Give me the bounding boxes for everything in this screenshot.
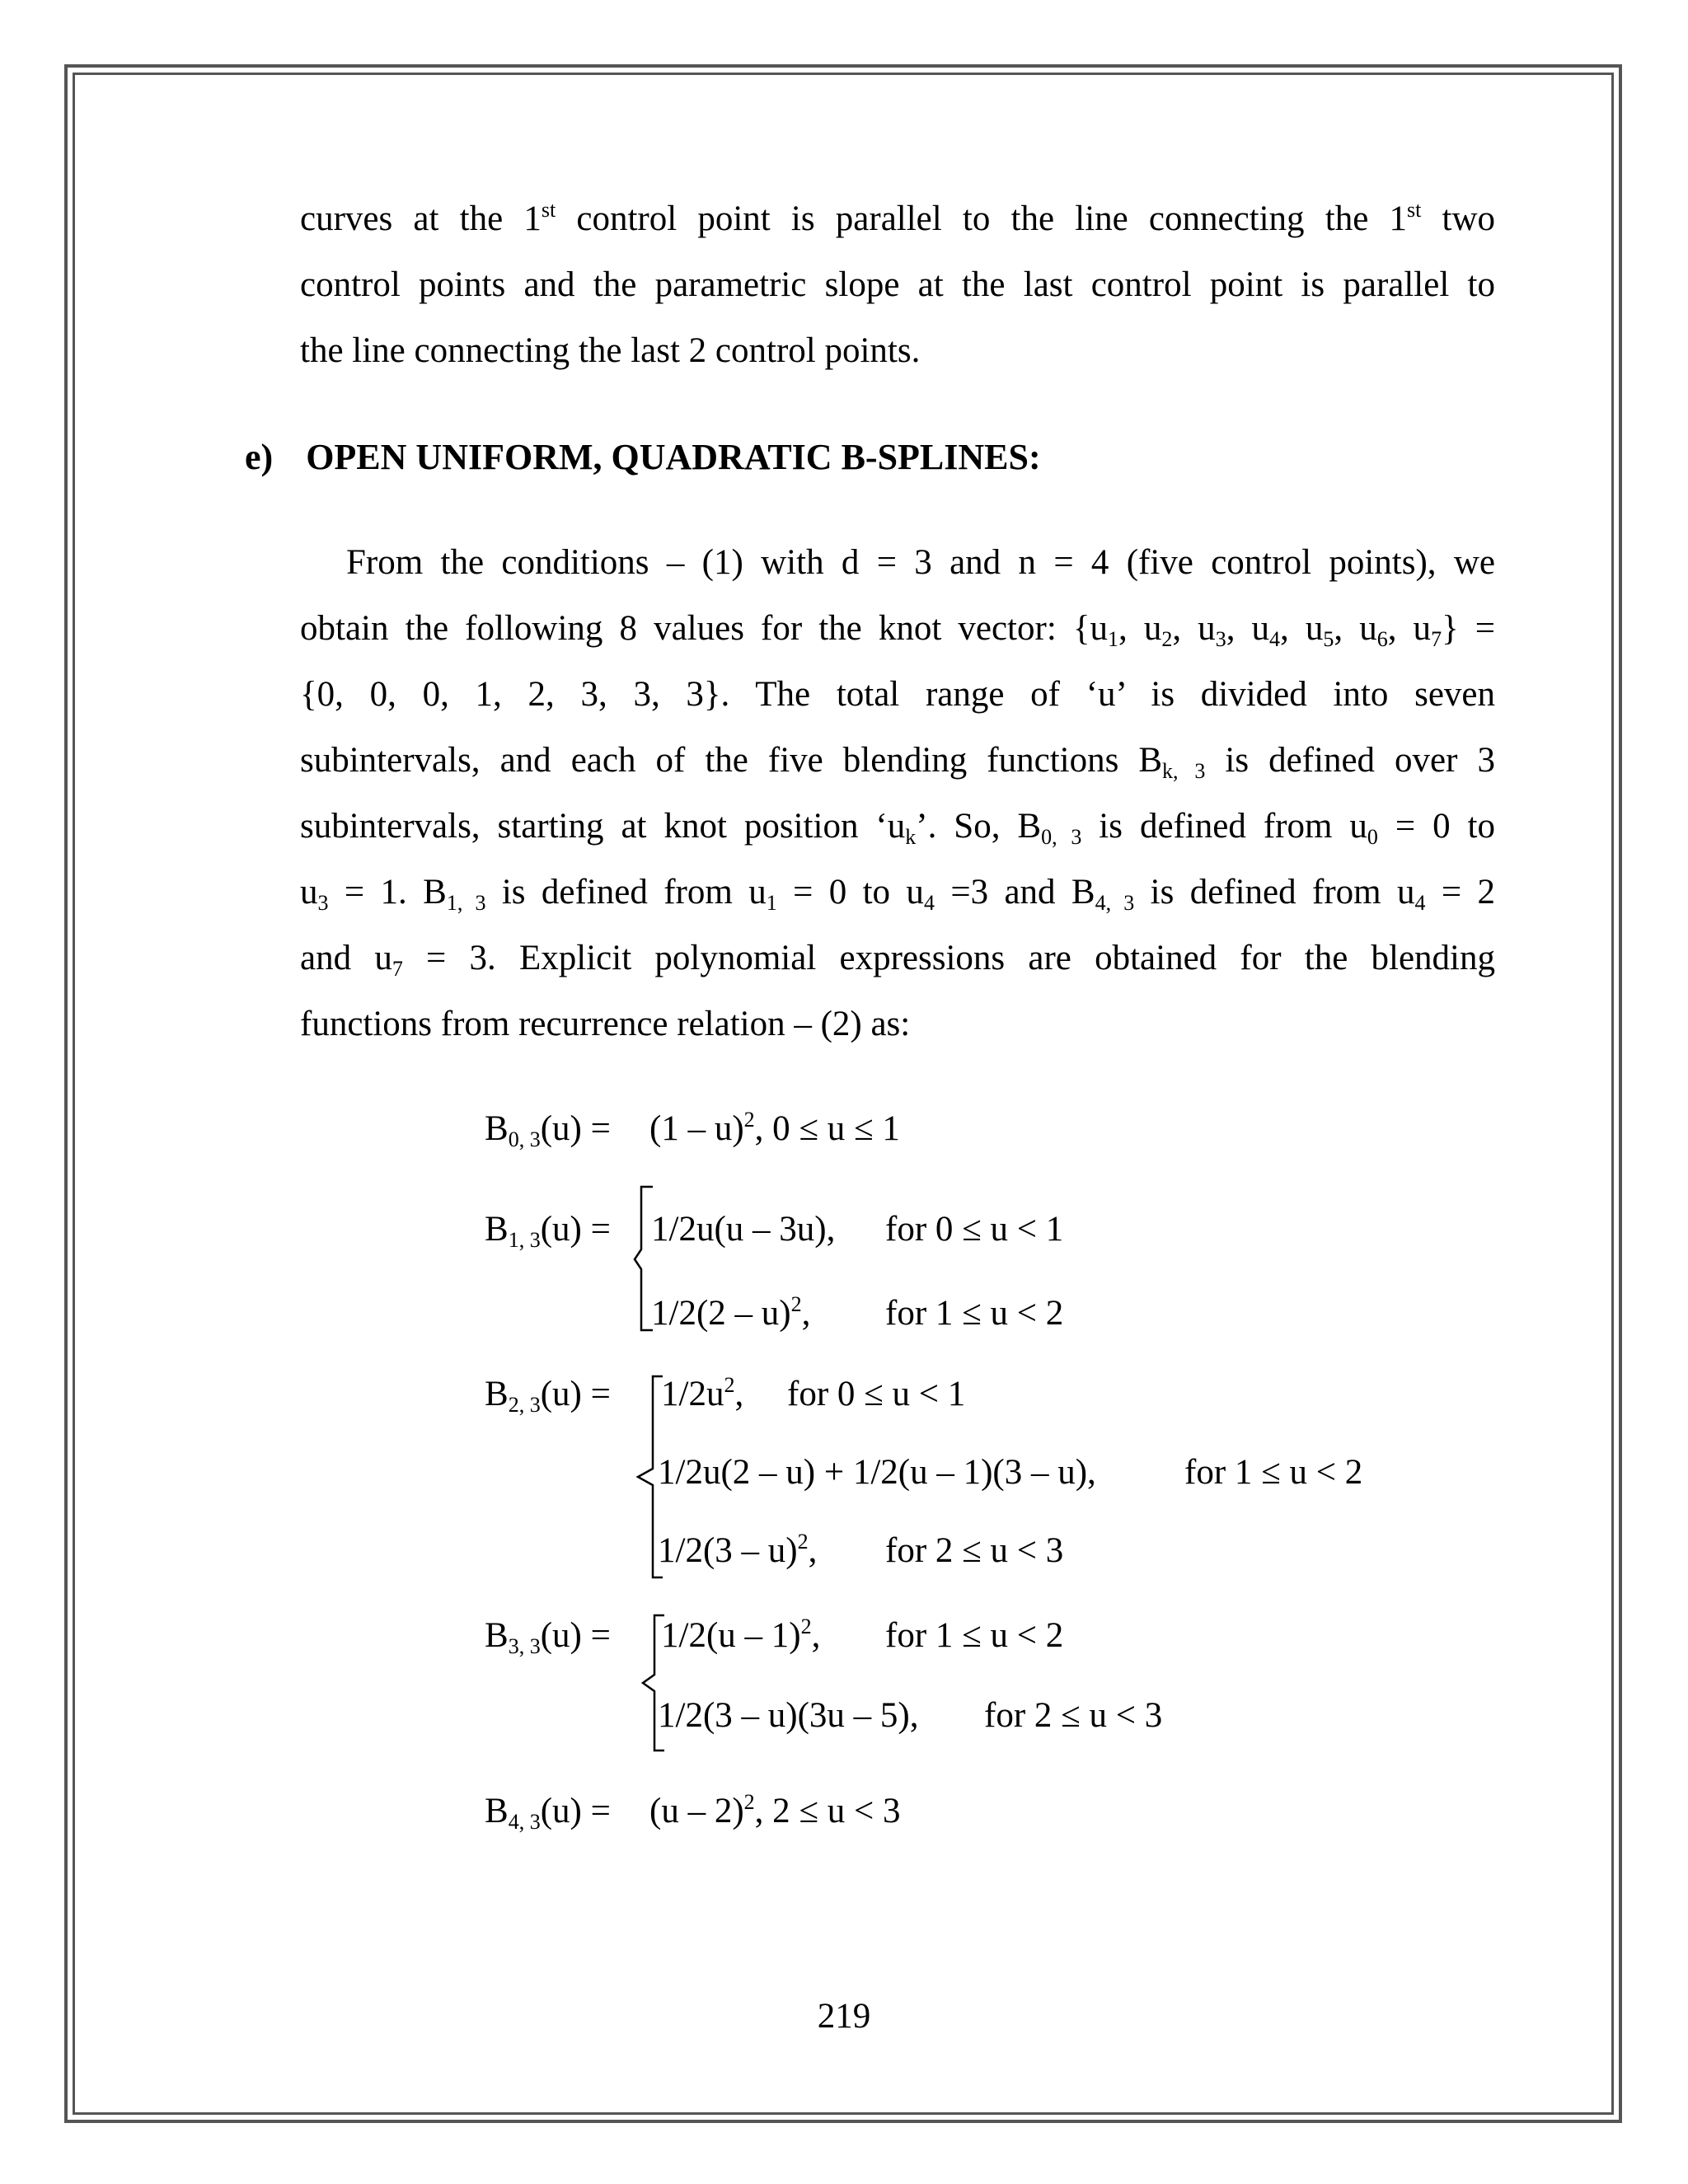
equation-b2-case-3: 1/2(3 – u)$^2$, (658, 1530, 818, 1570)
section-title: OPEN UNIFORM, QUADRATIC B-SPLINES: (306, 437, 1041, 477)
equation-b0-expression: (1 – u)$^2$, 0 ≤ u ≤ 1 (649, 1108, 900, 1148)
equation-b2-case-1: $1/2u^2$, (661, 1373, 744, 1413)
body-line-6: $u_3 = 1$. $B_{1, 3}$ is defined from $u_1 = 0$ to $u_4 =3$ and $B_{4, 3}$ is defined from $u_4 = 2$ (300, 873, 1495, 915)
body-line-5: subintervals, starting at knot position ‘$u_k$’. So, $B_{0, 3}$ is defined from $u_0 = 0$ to (300, 807, 1496, 849)
equation-b1-case-2-condition: for 1 ≤ u < 2 (885, 1294, 1064, 1333)
equation-b1-case-1: 1/2u(u – 3u), (651, 1210, 836, 1249)
equation-b2-case-1-condition: for 0 ≤ u < 1 (787, 1375, 966, 1413)
equation-b4-label: $B_{4, 3}(u)$ = (485, 1792, 611, 1834)
equation-b3-case-2-condition: for 2 ≤ u < 3 (984, 1696, 1163, 1735)
equation-b2-case-2-condition: for 1 ≤ u < 2 (1184, 1453, 1363, 1492)
equation-b1-case-2: 1/2(2 – u)$^2$, (651, 1292, 811, 1333)
body-line-8: functions from recurrence relation – (2) as: (300, 1005, 911, 1043)
equation-b2-label: $B_{2, 3}(u)$ = (485, 1375, 611, 1417)
body-line-7: and $u_7 = 3$. Explicit polynomial expressions are obtained for the blending (300, 939, 1495, 981)
equation-b3-label: $B_{3, 3}(u)$ = (485, 1616, 611, 1658)
intro-line-1: curves at the 1st control point is parallel to the line connecting the 1st two (300, 198, 1495, 238)
equation-b3-case-1: 1/2(u – 1)$^2$, (661, 1615, 821, 1655)
equation-b0-label: $B_{0, 3}(u)$ = (485, 1109, 611, 1151)
equation-b2-case-2: 1/2u(2 – u) + 1/2(u – 1)(3 – u), (658, 1453, 1096, 1492)
body-paragraph (300, 530, 1495, 1057)
body-line-2: obtain the following 8 values for the knot vector: {$u_1$, $u_2$, $u_3$, $u_4$, $u_5$, $u_6$, $u_7$} = (300, 609, 1496, 651)
intro-line-3: the line connecting the last 2 control points. (300, 331, 921, 370)
equation-b4-expression: (u – 2)$^2$, 2 ≤ u < 3 (649, 1790, 901, 1830)
section-label: e) (245, 437, 274, 477)
page-number: 219 (817, 1997, 871, 2036)
body-line-3: {0, 0, 0, 1, 2, 3, 3, 3}. The total range of ‘u’ is divided into seven (300, 675, 1495, 714)
body-line-4: subintervals, and each of the five blending functions $B_{k, 3}$ is defined over 3 (300, 741, 1495, 783)
equation-b3-case-2: 1/2(3 – u)(3u – 5), (658, 1696, 919, 1735)
intro-paragraph (300, 186, 1495, 384)
intro-line-2: control points and the parametric slope at the last control point is parallel to (300, 265, 1495, 304)
section-heading (245, 433, 1041, 482)
equation-b1-case-1-condition: for 0 ≤ u < 1 (885, 1210, 1064, 1249)
body-line-1: From the conditions – (1) with d = 3 and n = 4 (five control points), we (346, 543, 1495, 582)
equation-b1-label: $B_{1, 3}(u)$ = (485, 1210, 611, 1252)
equation-b3-case-1-condition: for 1 ≤ u < 2 (885, 1616, 1064, 1655)
equation-b2-case-3-condition: for 2 ≤ u < 3 (885, 1531, 1064, 1570)
